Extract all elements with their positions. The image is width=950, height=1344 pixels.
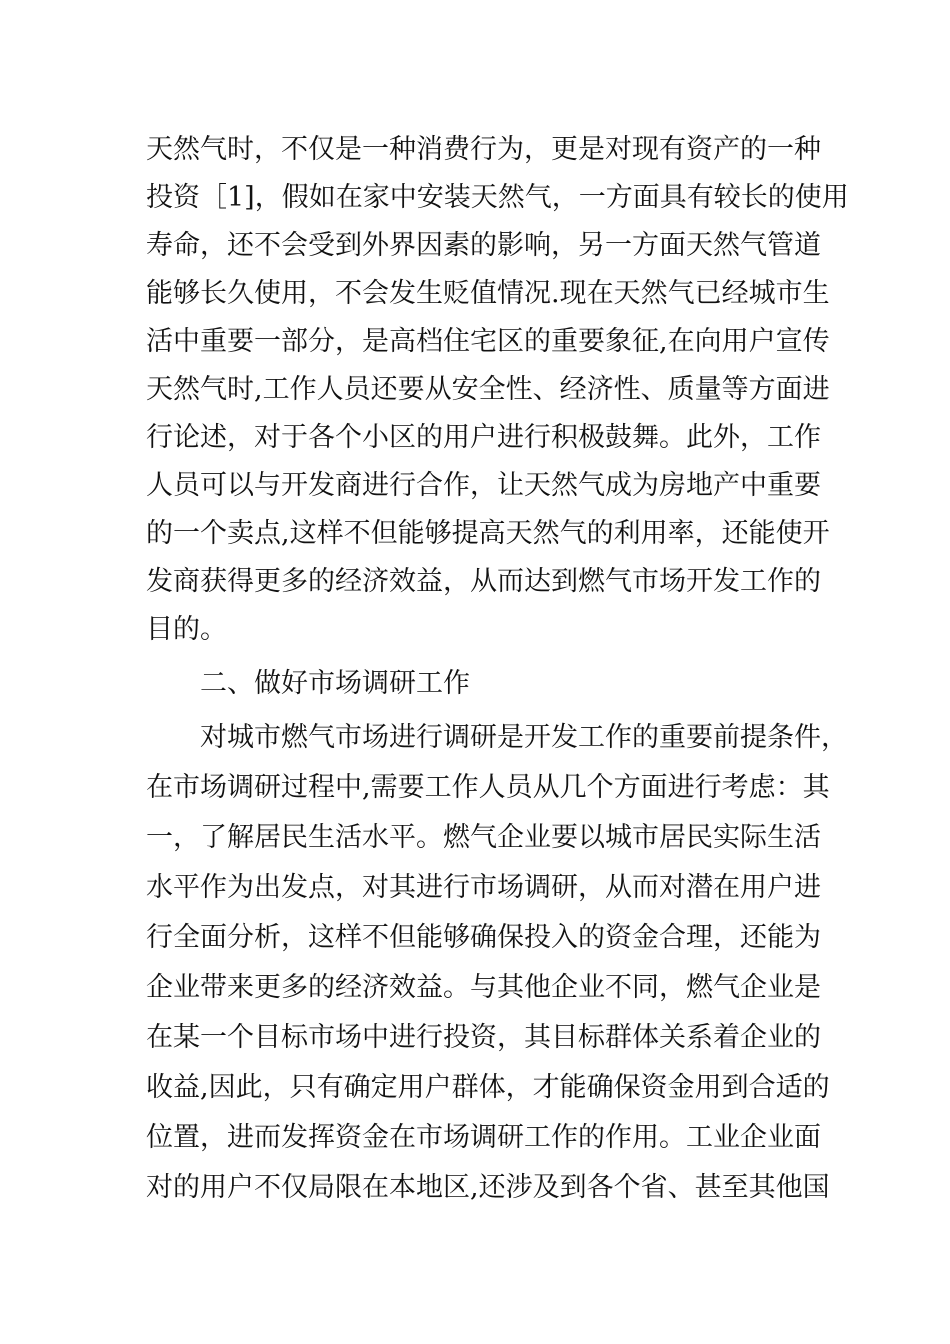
text-line-5: 活中重要一部分，是高档住宅区的重要象征,在向用户宣传 bbox=[146, 326, 830, 357]
text-line-6: 天然气时,工作人员还要从安全性、经济性、质量等方面进 bbox=[146, 374, 830, 405]
text-line-21: 位置，进而发挥资金在市场调研工作的作用。工业企业面 bbox=[146, 1122, 821, 1153]
text-line-9: 的一个卖点,这样不但能够提高天然气的利用率，还能使开 bbox=[146, 518, 830, 549]
text-line-10: 发商获得更多的经济效益，从而达到燃气市场开发工作的 bbox=[146, 566, 821, 597]
text-line-1: 天然气时，不仅是一种消费行为，更是对现有资产的一种 bbox=[146, 134, 821, 165]
text-line-22: 对的用户不仅局限在本地区,还涉及到各个省、甚至其他国 bbox=[146, 1172, 830, 1203]
text-line-2: 投资［1]，假如在家中安装天然气，一方面具有较长的使用 bbox=[146, 182, 849, 213]
text-line-15: 一，了解居民生活水平。燃气企业要以城市居民实际生活 bbox=[146, 822, 821, 853]
text-line-17: 行全面分析，这样不但能够确保投入的资金合理，还能为 bbox=[146, 922, 821, 953]
text-line-4: 能够长久使用，不会发生贬值情况.现在天然气已经城市生 bbox=[146, 278, 830, 309]
section-heading: 二、做好市场调研工作 bbox=[200, 668, 470, 699]
text-line-14: 在市场调研过程中,需要工作人员从几个方面进行考虑：其 bbox=[146, 772, 830, 803]
text-line-18: 企业带来更多的经济效益。与其他企业不同，燃气企业是 bbox=[146, 972, 821, 1003]
text-line-3: 寿命，还不会受到外界因素的影响，另一方面天然气管道 bbox=[146, 230, 821, 261]
text-line-16: 水平作为出发点，对其进行市场调研，从而对潜在用户进 bbox=[146, 872, 821, 903]
text-line-8: 人员可以与开发商进行合作，让天然气成为房地产中重要 bbox=[146, 470, 821, 501]
text-line-19: 在某一个目标市场中进行投资，其目标群体关系着企业的 bbox=[146, 1022, 821, 1053]
text-line-7: 行论述，对于各个小区的用户进行积极鼓舞。此外，工作 bbox=[146, 422, 821, 453]
text-line-20: 收益,因此，只有确定用户群体，才能确保资金用到合适的 bbox=[146, 1072, 830, 1103]
text-line-13: 对城市燃气市场进行调研是开发工作的重要前提条件， bbox=[200, 722, 848, 753]
text-line-11: 目的。 bbox=[146, 614, 227, 645]
